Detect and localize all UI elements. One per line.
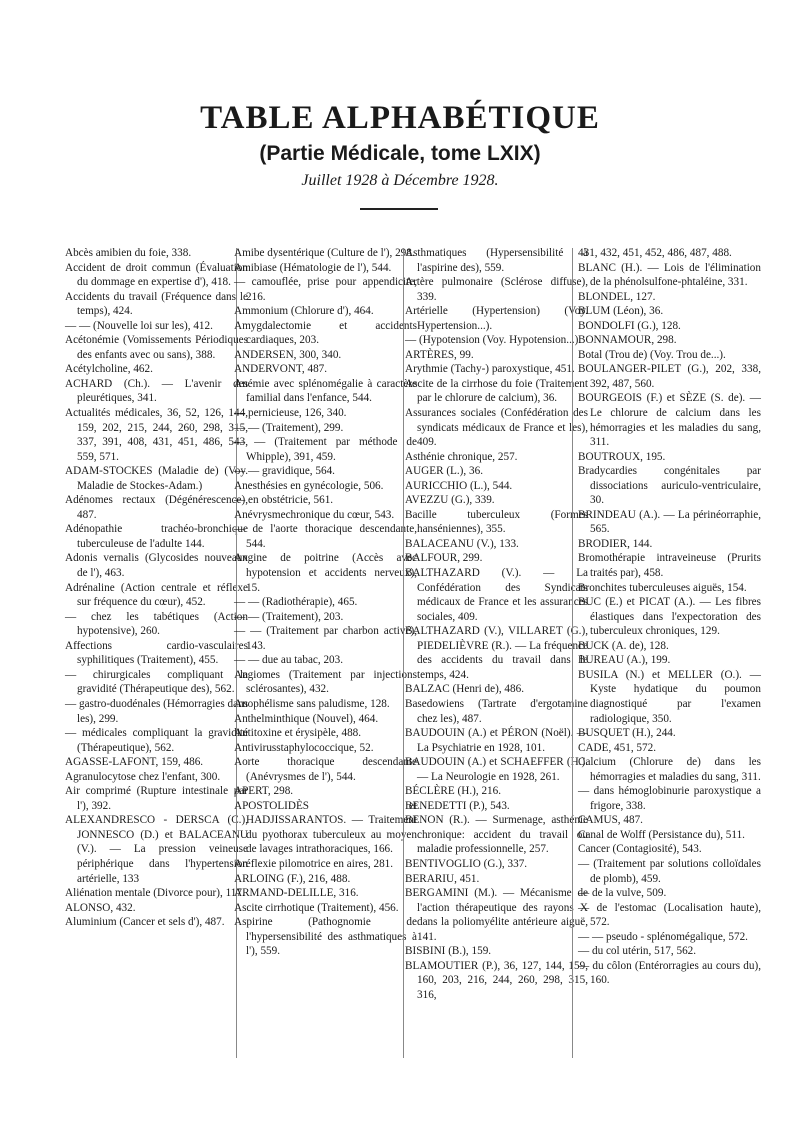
index-entry: AVEZZU (G.), 339. (405, 494, 495, 507)
index-entry: ARTÈRES, 99. (405, 348, 474, 361)
title-rule (360, 208, 438, 210)
index-entry: Actualités médicales, 36, 52, 126, 144, 159, 202, 215, 244, 260, 298, 315, 337, 391, 408, 431, 451, 486, 543, 559, 571. (65, 407, 248, 463)
index-entry: — — gravidique, 564. (234, 465, 335, 478)
index-entry: 431, 432, 451, 452, 486, 487, 488. (578, 247, 732, 259)
index-entry: — — (Traitement), 299. (234, 421, 344, 434)
index-entry: ALONSO, 432. (65, 901, 136, 914)
index-entry: BENEDETTI (P.), 543. (405, 799, 510, 812)
index-entry: Anesthésies en gynécologie, 506. (234, 479, 384, 492)
index-entry: — — pseudo - splénomégalique, 572. (578, 930, 748, 943)
index-entry: Asthénie chronique, 257. (405, 450, 518, 463)
index-entry: Aorte thoracique descendante (Anévrysmes de l'), 544. (234, 756, 417, 783)
index-entry: Aréflexie pilomotrice en aires, 281. (234, 857, 394, 870)
index-entry: — dans hémoglobinurie paroxystique a frigore, 338. (578, 785, 761, 812)
index-entry: BUCK (A. de), 128. (578, 639, 669, 652)
index-entry: Agranulocytose chez l'enfant, 300. (65, 770, 221, 783)
index-entry: — du col utérin, 517, 562. (578, 945, 697, 958)
index-entry: Adénomes rectaux (Dégénérescence), 487. (65, 494, 248, 521)
index-entry: BAUDOUIN (A.) et SCHAEFFER (H.). — La Neurologie en 1928, 261. (405, 756, 588, 783)
index-entry: Aspirine (Pathognomie de l'hypersensibilité des asthmatiques à l'), 559. (234, 916, 417, 958)
index-entry: Acétonémie (Vomissements Périodiques des enfants avec ou sans), 388. (65, 334, 248, 361)
index-column-1 (65, 246, 248, 930)
index-entry: Bronchites tuberculeuses aiguës, 154. (578, 581, 747, 594)
index-entry: Anévrysmechronique du cœur, 543. (234, 508, 395, 521)
index-entry: Aluminium (Cancer et sels d'), 487. (65, 916, 225, 929)
index-entry: — du côlon (Entérorragies au cours du), 160. (578, 959, 761, 987)
index-entry: ADAM-STOCKES (Maladie de) (Voy. Maladie de Stockes-Adam.) (65, 465, 248, 492)
index-entry: — — (Traitement), 203. (234, 610, 344, 623)
index-entry: BLUM (Léon), 36. (578, 305, 664, 318)
index-entry: Artère pulmonaire (Sclérose diffuse), 339. (405, 276, 588, 303)
index-entry: AURICCHIO (L.), 544. (405, 479, 513, 492)
index-entry: ACHARD (Ch.). — L'avenir des pleurétiques, 341. (65, 377, 248, 405)
page-title: TABLE ALPHABÉTIQUE (200, 100, 600, 136)
index-entry: — médicales compliquant la gravidité (Thérapeutique), 562. (65, 727, 248, 754)
index-entry: — chez les tabétiques (Action hypotensive), 260. (65, 610, 248, 638)
index-entry: Air comprimé (Rupture intestinale par l'), 392. (65, 785, 248, 812)
index-entry: Ascite cirrhotique (Traitement), 456. (234, 901, 399, 914)
index-entry: ALEXANDRESCO - DERSCA (C.), JONNESCO (D.) et BALACEANU (V.). — La pression veineuse périphérique dans l'hypertension artérielle, 133 (65, 814, 248, 885)
index-entry: BOURGEOIS (F.) et SÈZE (S. de). — Le chlorure de calcium dans les hémorragies et les maladies du sang, 311. (578, 392, 761, 449)
index-entry: BUSQUET (H.), 244. (578, 727, 676, 740)
index-entry: Adrénaline (Action centrale et réflexe sur fréquence du cœur), 452. (65, 581, 248, 609)
index-entry: BENON (R.). — Surmenage, asthénie chronique: accident du travail ou maladie professionnelle, 257. (405, 814, 588, 856)
index-entry: CAMUS, 487. (578, 814, 643, 827)
index-entry: Bacille tuberculeux (Formes hanséniennes), 355. (405, 508, 588, 536)
index-entry: Bradycardies congénitales par dissociations auriculo-ventriculaire, 30. (578, 465, 761, 507)
index-entry: Acétylcholine, 462. (65, 363, 153, 376)
index-entry: Ascite de la cirrhose du foie (Traitement par le chlorure de calcium), 36. (405, 377, 588, 405)
index-entry: Arythmie (Tachy-) paroxystique, 451. (405, 363, 575, 376)
index-entry: BRINDEAU (A.). — La périnéorraphie, 565. (578, 508, 761, 536)
column-divider (572, 248, 573, 1058)
index-entry: — — (Traitement par charbon activé), 143. (234, 625, 417, 652)
index-entry: — pernicieuse, 126, 340. (234, 407, 347, 420)
index-entry: CADE, 451, 572. (578, 741, 657, 754)
index-entry: BALFOUR, 299. (405, 552, 483, 565)
index-column-3 (405, 246, 588, 1002)
index-entry: Angine de poitrine (Accès avec hypotension et accidents nerveux), 15. (234, 552, 417, 594)
index-entry: Amygdalectomie et accidents cardiaques, 203. (234, 319, 417, 347)
index-entry: AGASSE-LAFONT, 159, 486. (65, 756, 204, 769)
index-entry: BUC (E.) et PICAT (A.). — Les fibres élastiques dans l'expectoration des tuberculeux chroniques, 129. (578, 596, 761, 638)
index-entry: Canal de Wolff (Persistance du), 511. (578, 828, 745, 841)
index-entry: BONNAMOUR, 298. (578, 334, 677, 347)
index-entry: BALZAC (Henri de), 486. (405, 683, 524, 696)
index-entry: BOUTROUX, 195. (578, 450, 666, 463)
index-entry: — — due au tabac, 203. (234, 654, 344, 667)
index-entry: — gastro-duodénales (Hémorragies dans les), 299. (65, 697, 248, 725)
index-entry: Antivirusstaphylococcique, 52. (234, 741, 374, 754)
index-entry: Artérielle (Hypertension) (Voy. Hypertension...). (405, 305, 588, 332)
index-entry: BLANC (H.). — Lois de l'élimination de la phénolsulfone-phtaléine, 331. (578, 261, 761, 289)
index-entry: — de la vulve, 509. (578, 887, 667, 900)
index-entry: Accident de droit commun (Évaluation du dommage en expertise d'), 418. (65, 261, 248, 289)
index-entry: — (Traitement par solutions colloïdales de plomb), 459. (578, 857, 761, 885)
index-entry: Assurances sociales (Confédération des syndicats médicaux de France et les), 409. (405, 407, 588, 449)
index-entry: — de l'aorte thoracique descendante, 544. (234, 523, 417, 550)
index-entry: BALTHAZARD (V.). — La Confédération des Syndicats médicaux de France et les assurances sociales, 409. (405, 567, 588, 623)
index-entry: ARMAND-DELILLE, 316. (234, 887, 359, 900)
index-entry: BONDOLFI (G.), 128. (578, 319, 681, 332)
index-entry: Angiomes (Traitement par injections sclérosantes), 432. (234, 668, 417, 696)
index-entry: Asthmatiques (Hypersensibilité à l'aspirine des), 559. (405, 247, 588, 274)
page-subtitle: (Partie Médicale, tome LXIX) (259, 142, 541, 165)
page-dates: Juillet 1928 à Décembre 1928. (301, 172, 499, 189)
index-entry: BERGAMINI (M.). — Mécanisme de l'action thérapeutique des rayons X dans la poliomyélite antérieure aiguë, 141. (405, 887, 588, 943)
index-entry: BENTIVOGLIO (G.), 337. (405, 857, 528, 870)
index-entry: — — (Traitement par méthode de Whipple), 391, 459. (234, 436, 417, 463)
index-entry: Basedowiens (Tartrate d'ergotamine chez les), 487. (405, 697, 588, 725)
index-entry: Calcium (Chlorure de) dans les hémorragies et maladies du sang, 311. (578, 756, 761, 783)
index-entry: ANDERSEN, 300, 340. (234, 348, 342, 361)
index-entry: Anophélisme sans paludisme, 128. (234, 697, 390, 710)
column-divider (403, 248, 404, 1058)
index-entry: Bromothérapie intraveineuse (Prurits traités par), 458. (578, 552, 761, 580)
index-entry: BISBINI (B.), 159. (405, 945, 492, 958)
index-entry: BAUDOUIN (A.) et PÉRON (Noël). — La Psychiatrie en 1928, 101. (405, 727, 588, 754)
index-entry: BALACEANU (V.), 133. (405, 537, 519, 550)
index-entry: BRODIER, 144. (578, 537, 653, 550)
index-entry: BÉCLÈRE (H.), 216. (405, 785, 502, 798)
index-column-4 (578, 246, 761, 988)
index-entry: — en obstétricie, 561. (234, 494, 334, 507)
index-entry: Adonis vernalis (Glycosides nouveaux de l'), 463. (65, 552, 248, 580)
index-entry: ANDERVONT, 487. (234, 363, 328, 376)
index-entry: — — (Nouvelle loi sur les), 412. (65, 319, 213, 332)
index-entry: ARLOING (F.), 216, 488. (234, 872, 351, 885)
index-entry: — de l'estomac (Localisation haute), 572. (578, 901, 761, 929)
index-entry: BERARIU, 451. (405, 872, 480, 885)
index-entry: Aliénation mentale (Divorce pour), 117. (65, 887, 245, 900)
index-entry: Affections cardio-vasculaires syphilitiques (Traitement), 455. (65, 639, 248, 667)
index-entry: BLONDEL, 127. (578, 290, 656, 303)
index-entry: BUREAU (A.), 199. (578, 654, 671, 667)
index-entry: APERT, 298. (234, 785, 294, 798)
index-entry: — camouflée, prise pour appendicite, 216. (234, 276, 417, 303)
index-entry: Amibiase (Hématologie de l'), 544. (234, 261, 392, 274)
index-entry: Antitoxine et érysipèle, 488. (234, 727, 362, 740)
index-entry: Anémie avec splénomégalie à caractère familial dans l'enfance, 544. (234, 377, 417, 405)
index-entry: AUGER (L.), 36. (405, 465, 483, 478)
index-entry: BALTHAZARD (V.), VILLARET (G.), PIEDELIÈVRE (R.). — La fréquence des accidents du travail dans le temps, 424. (405, 625, 588, 681)
index-column-2 (234, 246, 417, 959)
index-entry: Ammonium (Chlorure d'), 464. (234, 305, 374, 318)
index-entry: BOULANGER-PILET (G.), 202, 338, 392, 487, 560. (578, 363, 761, 390)
index-entry: Cancer (Contagiosité), 543. (578, 843, 702, 856)
index-entry: Botal (Trou de) (Voy. Trou de...). (578, 348, 726, 361)
index-entry: Accidents du travail (Fréquence dans le temps), 424. (65, 290, 248, 318)
index-entry: — — (Radiothérapie), 465. (234, 596, 358, 609)
index-entry: Abcès amibien du foie, 338. (65, 247, 192, 259)
index-entry: BUSILA (N.) et MELLER (O.). — Kyste hydatique du poumon diagnostiqué par l'examen radiologique, 350. (578, 668, 761, 725)
index-entry: BLAMOUTIER (P.), 36, 127, 144, 159, 160, 203, 216, 244, 260, 298, 315, 316, (405, 959, 588, 1001)
index-entry: APOSTOLIDÈS et HADJISSARANTOS. — Traitement du pyothorax tuberculeux au moyen de lavages intrathoraciques, 166. (234, 799, 417, 856)
index-entry: Anthelminthique (Nouvel), 464. (234, 712, 379, 725)
index-entry: — chirurgicales compliquant la gravidité (Thérapeutique des), 562. (65, 668, 248, 696)
index-entry: — (Hypotension (Voy. Hypotension...). (405, 334, 582, 347)
index-entry: Amibe dysentérique (Culture de l'), 298. (234, 247, 415, 259)
index-entry: Adénopathie trachéo-bronchique tuberculeuse de l'adulte 144. (65, 523, 248, 550)
